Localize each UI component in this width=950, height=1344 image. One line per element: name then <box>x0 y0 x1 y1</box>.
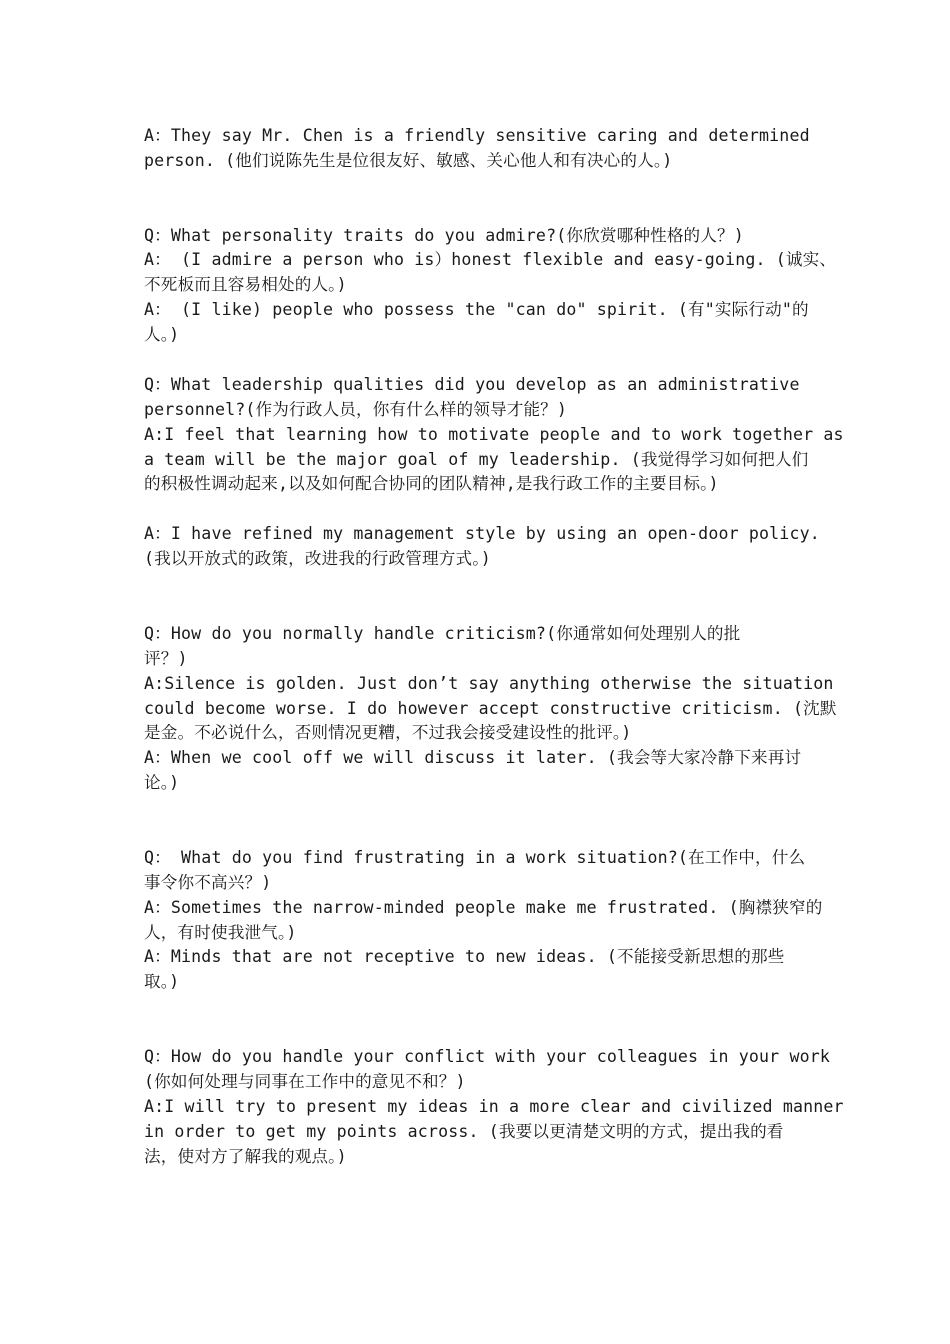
answer-block-management <box>144 522 820 572</box>
text-line: person. (他们说陈先生是位很友好、敏感、关心他人和有决心的人。) <box>144 150 673 170</box>
answer-line: A：Sometimes the narrow-minded people make me frustrated. (胸襟狭窄的 <box>144 897 823 917</box>
question-line: Q：How do you normally handle criticism?(你通常如何处理别人的批 <box>144 623 741 643</box>
question-line: 评？) <box>144 648 188 668</box>
answer-line: A：When we cool off we will discuss it later. (我会等大家冷静下来再讨 <box>144 748 802 768</box>
paragraph-gap <box>144 174 810 224</box>
qa-block-conflict <box>144 1045 844 1169</box>
paragraph-gap <box>144 796 810 846</box>
paragraph-gap <box>144 572 810 622</box>
answer-line: 的积极性调动起来,以及如何配合协同的团队精神,是我行政工作的主要目标。) <box>144 474 719 494</box>
question-line: Q：What personality traits do you admire?(你欣赏哪种性格的人？) <box>144 225 744 245</box>
answer-line: 人，有时使我泄气。) <box>144 922 297 942</box>
answer-line: in order to get my points across. (我要以更清楚文明的方式，提出我的看 <box>144 1121 784 1141</box>
qa-block-frustrating <box>144 846 823 995</box>
answer-line: (我以开放式的政策，改进我的行政管理方式。) <box>144 549 491 569</box>
question-line: personnel?(作为行政人员，你有什么样的领导才能？) <box>144 399 568 419</box>
answer-line: 取。) <box>144 972 180 992</box>
qa-block-criticism <box>144 622 837 796</box>
answer-line: 不死板而且容易相处的人。) <box>144 275 347 295</box>
question-line: Q： What do you find frustrating in a work situation?(在工作中，什么 <box>144 847 806 867</box>
answer-line: A:I will try to present my ideas in a more clear and civilized manner <box>144 1096 844 1116</box>
paragraph-gap <box>144 497 810 522</box>
answer-line: 法，使对方了解我的观点。) <box>144 1146 347 1166</box>
answer-block-chen <box>144 124 810 174</box>
qa-block-leadership <box>144 373 844 497</box>
answer-line: A:Silence is golden. Just don’t say anything otherwise the situation <box>144 673 834 693</box>
question-line: (你如何处理与同事在工作中的意见不和？) <box>144 1071 466 1091</box>
answer-line: could become worse. I do however accept constructive criticism. (沈默 <box>144 698 837 718</box>
answer-line: A：Minds that are not receptive to new ideas. (不能接受新思想的那些 <box>144 947 785 967</box>
answer-line: A： (I admire a person who is）honest flexible and easy-going. (诚实、 <box>144 250 837 270</box>
answer-line: A： (I like) people who possess the "can do" spirit. (有"实际行动"的 <box>144 300 809 320</box>
question-line: Q：What leadership qualities did you develop as an administrative <box>144 374 800 394</box>
answer-line: A:I feel that learning how to motivate people and to work together as <box>144 424 844 444</box>
answer-line: 人。) <box>144 325 180 345</box>
question-line: 事令你不高兴？) <box>144 872 272 892</box>
qa-block-personality <box>144 224 837 348</box>
document-body <box>144 124 844 1169</box>
answer-line: A：I have refined my management style by using an open-door policy. <box>144 524 820 544</box>
answer-line: 论。) <box>144 773 180 793</box>
answer-line: 是金。不必说什么，否则情况更糟，不过我会接受建设性的批评。) <box>144 723 632 743</box>
answer-line: a team will be the major goal of my leadership. (我觉得学习如何把人们 <box>144 449 809 469</box>
paragraph-gap <box>144 995 810 1045</box>
paragraph-gap <box>144 348 810 373</box>
text-line: A：They say Mr. Chen is a friendly sensitive caring and determined <box>144 126 810 145</box>
question-line: Q：How do you handle your conflict with your colleagues in your work <box>144 1047 831 1067</box>
